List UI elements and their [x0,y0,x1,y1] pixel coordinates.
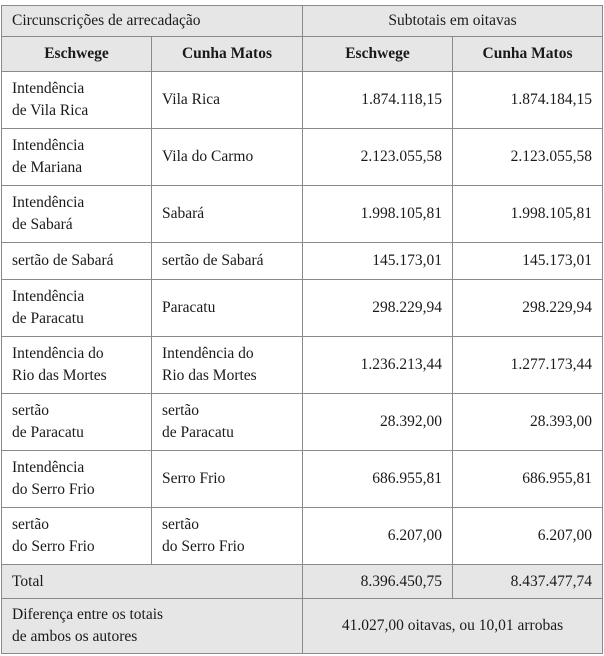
group-header-row [2,6,603,37]
total-row [2,565,603,599]
subtotal-eschwege-cell: 1.236.213,44 [303,337,453,394]
subtotal-cunha-matos-cell: 298.229,94 [453,280,603,337]
eschwege-circunscricao-cell-line: Rio das Mortes [12,367,107,384]
difference-value: 41.027,00 oitavas, ou 10,01 arrobas [303,599,603,654]
subtotal-eschwege-cell: 145.173,01 [303,243,453,280]
table-row [2,337,603,394]
eschwege-circunscricao-cell [2,337,152,394]
subtotal-eschwege-cell: 298.229,94 [303,280,453,337]
cunha-matos-circunscricao-cell [152,129,303,186]
cunha-matos-circunscricao-cell [152,394,303,451]
total-eschwege: 8.396.450,75 [303,565,453,599]
subtotal-cunha-matos-cell: 6.207,00 [453,508,603,565]
subtotal-eschwege-cell: 28.392,00 [303,394,453,451]
cunha-matos-circunscricao-cell-line: sertão [162,516,200,533]
group-header-subtotais: Subtotais em oitavas [303,6,603,37]
eschwege-circunscricao-cell [2,394,152,451]
cunha-matos-circunscricao-cell-line: Intendência do [162,345,254,362]
subtotal-cunha-matos-cell: 1.277.173,44 [453,337,603,394]
cunha-matos-circunscricao-cell [152,186,303,243]
column-header-row [2,37,603,72]
subtotal-cunha-matos-cell: 2.123.055,58 [453,129,603,186]
cunha-matos-circunscricao-cell-line: Rio das Mortes [162,367,257,384]
subtotal-cunha-matos-cell: 1.874.184,15 [453,72,603,129]
cunha-matos-circunscricao-cell-line: Sabará [162,205,205,222]
table-row [2,394,603,451]
difference-label [2,599,303,654]
subtotal-eschwege-cell: 6.207,00 [303,508,453,565]
subtotal-eschwege-cell: 2.123.055,58 [303,129,453,186]
eschwege-circunscricao-cell-line: Intendência [12,80,85,97]
column-header-cunha-matos: Cunha Matos [152,37,303,72]
table-row [2,280,603,337]
difference-row [2,599,603,654]
cunha-matos-circunscricao-cell-line: do Serro Frio [162,538,245,555]
group-header-circunscricoes: Circunscrições de arrecadação [2,6,303,37]
cunha-matos-circunscricao-cell [152,72,303,129]
data-table [1,5,603,654]
eschwege-circunscricao-cell-line: de Paracatu [12,424,84,441]
table-row [2,129,603,186]
cunha-matos-circunscricao-cell [152,337,303,394]
total-cunha-matos: 8.437.477,74 [453,565,603,599]
eschwege-circunscricao-cell [2,72,152,129]
eschwege-circunscricao-cell-line: Intendência [12,459,85,476]
column-header-eschwege: Eschwege [2,37,152,72]
eschwege-circunscricao-cell [2,280,152,337]
eschwege-circunscricao-cell-line: Intendência [12,137,85,154]
subtotal-eschwege-cell: 686.955,81 [303,451,453,508]
table-row [2,72,603,129]
eschwege-circunscricao-cell-line: de Paracatu [12,310,84,327]
eschwege-circunscricao-cell-line: Intendência [12,194,85,211]
cunha-matos-circunscricao-cell-line: Vila do Carmo [162,148,254,165]
difference-label-line: de ambos os autores [12,628,138,645]
eschwege-circunscricao-cell-line: sertão [12,516,50,533]
subtotal-cunha-matos-cell: 145.173,01 [453,243,603,280]
table-row [2,508,603,565]
subtotal-cunha-matos-cell: 1.998.105,81 [453,186,603,243]
eschwege-circunscricao-cell-line: Intendência [12,288,85,305]
eschwege-circunscricao-cell [2,243,152,280]
subtotal-eschwege-cell: 1.998.105,81 [303,186,453,243]
subtotal-eschwege-cell: 1.874.118,15 [303,72,453,129]
eschwege-circunscricao-cell-line: de Mariana [12,159,83,176]
cunha-matos-circunscricao-cell-line: Vila Rica [162,91,221,108]
eschwege-circunscricao-cell-line: de Sabará [12,216,73,233]
eschwege-circunscricao-cell-line: do Serro Frio [12,481,95,498]
cunha-matos-circunscricao-cell [152,243,303,280]
eschwege-circunscricao-cell-line: de Vila Rica [12,102,89,119]
subtotal-cunha-matos-cell: 686.955,81 [453,451,603,508]
eschwege-circunscricao-cell [2,129,152,186]
eschwege-circunscricao-cell-line: Intendência do [12,345,104,362]
eschwege-circunscricao-cell [2,186,152,243]
eschwege-circunscricao-cell-line: sertão de Sabará [12,252,114,269]
difference-label-line: Diferença entre os totais [12,606,164,623]
eschwege-circunscricao-cell-line: sertão [12,402,50,419]
cunha-matos-circunscricao-cell-line: sertão de Sabará [162,252,264,269]
cunha-matos-circunscricao-cell-line: de Paracatu [162,424,234,441]
eschwege-circunscricao-cell [2,451,152,508]
cunha-matos-circunscricao-cell [152,280,303,337]
table-row [2,451,603,508]
cunha-matos-circunscricao-cell-line: sertão [162,402,200,419]
eschwege-circunscricao-cell [2,508,152,565]
cunha-matos-circunscricao-cell [152,508,303,565]
cunha-matos-circunscricao-cell [152,451,303,508]
column-header-subtotal-eschwege: Eschwege [303,37,453,72]
column-header-subtotal-cunha-matos: Cunha Matos [453,37,603,72]
cunha-matos-circunscricao-cell-line: Serro Frio [162,470,226,487]
cunha-matos-circunscricao-cell-line: Paracatu [162,299,216,316]
eschwege-circunscricao-cell-line: do Serro Frio [12,538,95,555]
table-row [2,186,603,243]
table-row [2,243,603,280]
table-body [2,72,603,565]
subtotal-cunha-matos-cell: 28.393,00 [453,394,603,451]
total-label: Total [2,565,303,599]
